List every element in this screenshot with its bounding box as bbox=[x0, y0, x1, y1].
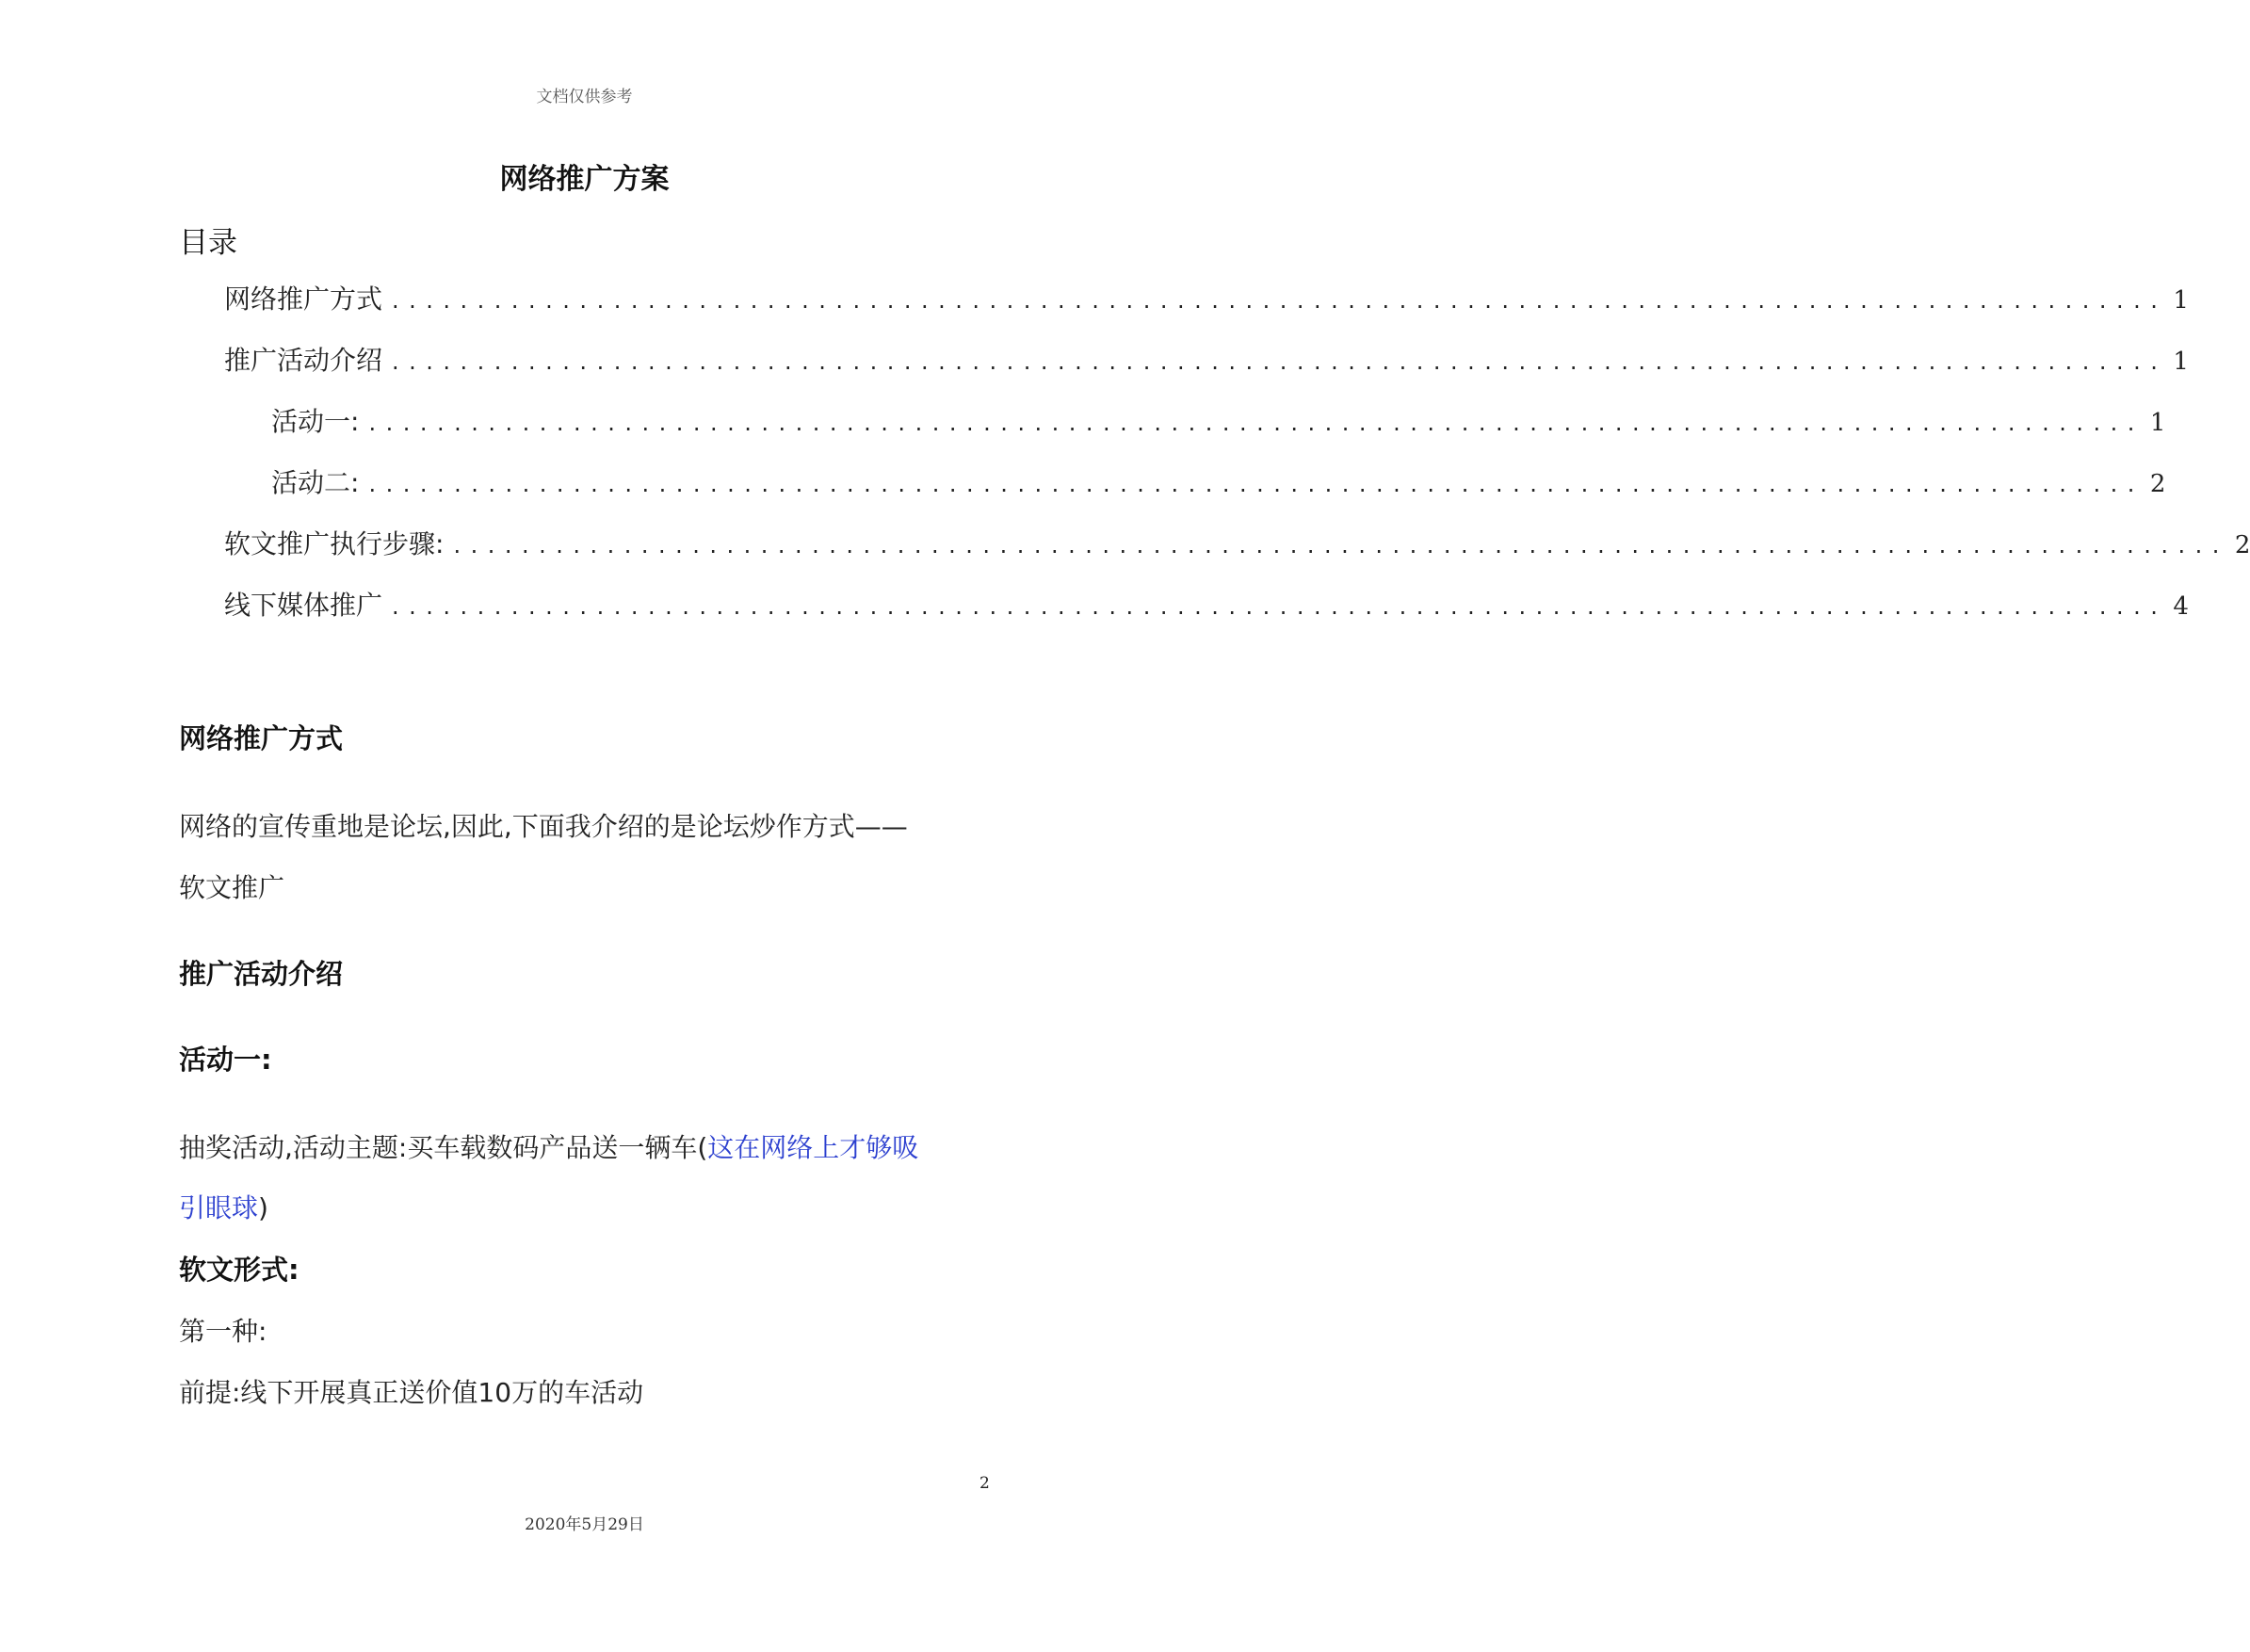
toc-entry-offline-media[interactable] bbox=[224, 585, 2189, 623]
hyperlink-text[interactable]: 引眼球 bbox=[179, 1192, 259, 1223]
toc-entry-label: 活动二: bbox=[271, 467, 360, 498]
paragraph-line: 前提:线下开展真正送价值10万的车活动 bbox=[179, 1377, 644, 1408]
toc-entry-activity-intro[interactable] bbox=[224, 340, 2189, 378]
toc-entry-network-promotion[interactable] bbox=[224, 279, 2189, 316]
page-header: 文档仅供参考 bbox=[536, 88, 633, 106]
hyperlink-text[interactable]: 这在网络上才够吸 bbox=[707, 1132, 919, 1163]
toc-entry-page: 4 bbox=[2173, 592, 2189, 621]
paragraph-line: 软文推广 bbox=[179, 872, 285, 903]
page-footer-date: 2020年5月29日 bbox=[525, 1515, 644, 1534]
paragraph-text: ) bbox=[258, 1192, 268, 1223]
toc-leader-dots: ........................................................................................................ bbox=[368, 410, 2145, 436]
toc-entry-label: 线下媒体推广 bbox=[224, 590, 383, 621]
toc-entry-label: 推广活动介绍 bbox=[224, 345, 383, 376]
subheading-activity-one: 活动一: bbox=[179, 1044, 272, 1076]
toc-leader-dots: ........................................................................................................ bbox=[392, 348, 2168, 375]
toc-entry-page: 1 bbox=[2149, 409, 2166, 437]
document-title: 网络推广方案 bbox=[499, 163, 670, 196]
toc-entry-activity-two[interactable] bbox=[271, 462, 2166, 500]
page-number: 2 bbox=[979, 1474, 990, 1493]
paragraph-line: 网络的宣传重地是论坛,因此,下面我介绍的是论坛炒作方式—— bbox=[179, 811, 908, 842]
toc-entry-page: 1 bbox=[2173, 348, 2189, 376]
section-heading-network-promotion: 网络推广方式 bbox=[179, 722, 344, 754]
toc-entry-label: 活动一: bbox=[271, 406, 360, 437]
toc-entry-page: 2 bbox=[2234, 531, 2250, 559]
toc-entry-label: 网络推广方式 bbox=[224, 283, 383, 315]
toc-entry-label: 软文推广执行步骤: bbox=[224, 528, 445, 559]
toc-entry-softtext-steps[interactable] bbox=[224, 524, 2250, 561]
toc-leader-dots: ........................................................................................................ bbox=[392, 593, 2168, 620]
toc-entry-page: 2 bbox=[2149, 470, 2166, 498]
toc-leader-dots: ........................................................................................................ bbox=[368, 471, 2145, 497]
subheading-softtext-format: 软文形式: bbox=[179, 1254, 299, 1286]
section-heading-activity-intro: 推广活动介绍 bbox=[179, 958, 344, 990]
toc-leader-dots: ........................................................................................................ bbox=[453, 532, 2229, 559]
paragraph-text: 抽奖活动,活动主题:买车载数码产品送一辆车( bbox=[179, 1132, 708, 1163]
paragraph-line: 第一种: bbox=[179, 1316, 267, 1347]
toc-entry-activity-one[interactable] bbox=[271, 401, 2166, 439]
toc-leader-dots: ........................................................................................................ bbox=[392, 287, 2168, 314]
toc-entry-page: 1 bbox=[2173, 286, 2189, 315]
paragraph-line bbox=[179, 1188, 268, 1225]
toc-heading: 目录 bbox=[179, 226, 237, 260]
paragraph-line bbox=[179, 1127, 918, 1165]
